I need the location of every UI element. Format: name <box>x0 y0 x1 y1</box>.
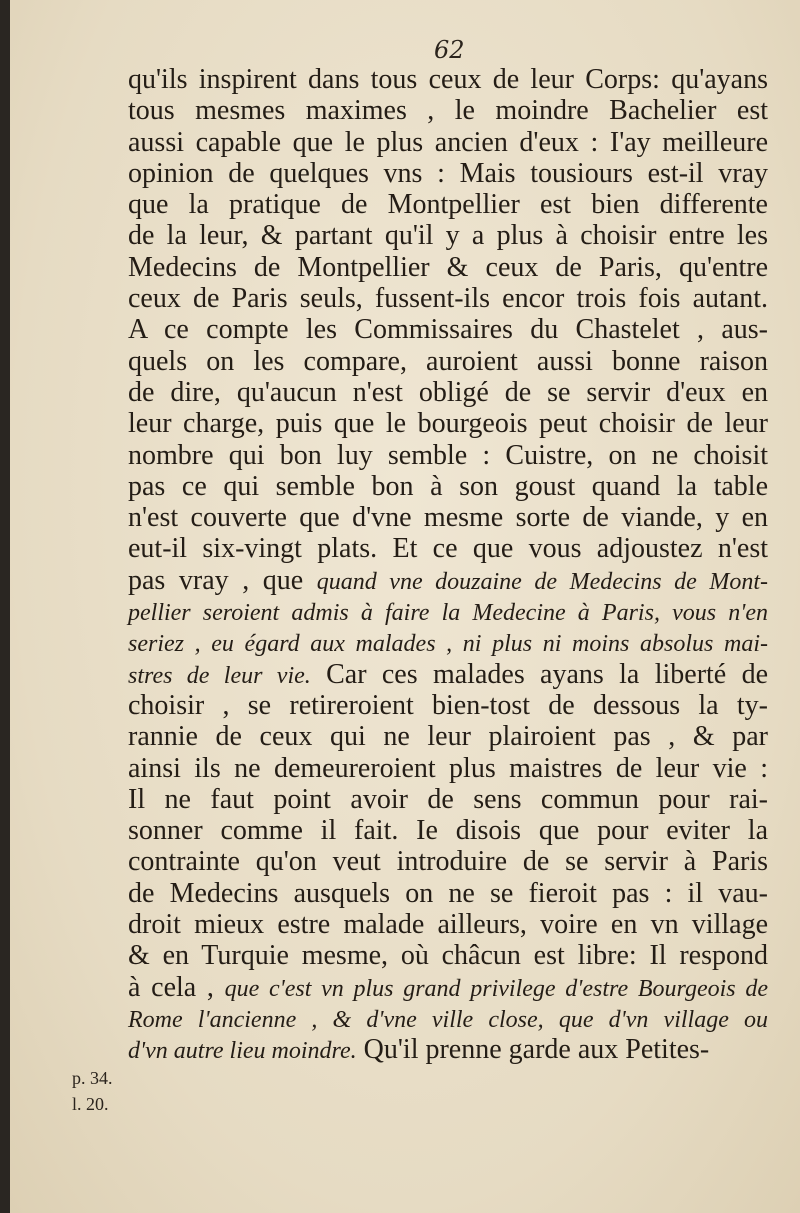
text-line <box>128 627 768 658</box>
italic-quote-segment: que c'est vn plus grand privilege d'estre Bourgeois de <box>224 975 768 1002</box>
text-segment: aussi capable que le plus ancien d'eux : I'ay meilleure <box>128 126 768 158</box>
text-line <box>128 1034 768 1065</box>
text-line <box>128 533 768 564</box>
text-segment: Car ces malades ayans la liberté de <box>310 658 768 690</box>
body-text <box>128 64 768 1066</box>
text-line <box>128 1003 768 1034</box>
text-line <box>128 377 768 408</box>
text-segment: ainsi ils ne demeureroient plus maistres de leur vie : <box>128 752 768 784</box>
text-line <box>128 909 768 940</box>
text-line <box>128 314 768 345</box>
text-line <box>128 815 768 846</box>
text-line <box>128 565 768 596</box>
text-segment: Il ne faut point avoir de sens commun pour rai- <box>128 783 768 815</box>
text-line <box>128 471 768 502</box>
margin-note-page: p. 34. <box>72 1068 113 1088</box>
text-segment: A ce compte les Commissaires du Chastelet , aus- <box>128 314 768 346</box>
text-segment: & en Turquie mesme, où châcun est libre: Il respond <box>128 940 768 972</box>
text-line <box>128 440 768 471</box>
italic-quote-segment: d'vn autre lieu moindre. <box>128 1038 357 1065</box>
text-line <box>128 220 768 251</box>
text-line <box>128 690 768 721</box>
text-line <box>128 784 768 815</box>
text-segment: leur charge, puis que le bourgeois peut choisir de leur <box>128 408 768 440</box>
book-page <box>10 0 800 1213</box>
text-line <box>128 252 768 283</box>
text-line <box>128 972 768 1003</box>
margin-note-line: l. 20. <box>72 1094 109 1114</box>
text-line <box>128 846 768 877</box>
text-line <box>128 127 768 158</box>
text-line <box>128 189 768 220</box>
italic-quote-segment: stres de leur vie. <box>128 662 311 689</box>
text-line <box>128 940 768 971</box>
italic-quote-segment: Rome l'ancienne , & d'vne ville close, que d'vn village ou <box>128 1006 768 1033</box>
text-segment: de la leur, & partant qu'il y a plus à choisir entre les <box>128 220 768 252</box>
italic-quote-segment: seriez , eu égard aux malades , ni plus ni moins absolus mai- <box>128 631 768 658</box>
text-line <box>128 878 768 909</box>
text-line <box>128 283 768 314</box>
text-segment: quels on les compare, auroient aussi bonne raison <box>128 345 768 377</box>
text-line <box>128 64 768 95</box>
text-segment: ceux de Paris seuls, fussent-ils encor trois fois autant. <box>128 283 768 315</box>
text-segment: contrainte qu'on veut introduire de se servir à Paris <box>128 846 768 878</box>
text-segment: eut-il six-vingt plats. Et ce que vous adjoustez n'est <box>128 533 768 565</box>
text-line <box>128 753 768 784</box>
text-segment: opinion de quelques vns : Mais tousiours est-il vray <box>128 157 768 189</box>
margin-note <box>72 1065 113 1117</box>
text-segment: pas vray , que <box>128 564 317 596</box>
text-segment: nombre qui bon luy semble : Cuistre, on ne choisit <box>128 439 768 471</box>
text-segment: de Medecins ausquels on ne se fieroit pas : il vau- <box>128 877 768 909</box>
text-segment: choisir , se retireroient bien-tost de dessous la ty- <box>128 689 768 721</box>
page-number: 62 <box>434 36 465 64</box>
text-segment: qu'ils inspirent dans tous ceux de leur Corps: qu'ayans <box>128 64 768 95</box>
text-line <box>128 502 768 533</box>
text-line <box>128 95 768 126</box>
text-line <box>128 408 768 439</box>
text-segment: rannie de ceux qui ne leur plairoient pas , & par <box>128 721 768 753</box>
text-line <box>128 721 768 752</box>
text-segment: Medecins de Montpellier & ceux de Paris, qu'entre <box>128 251 768 283</box>
text-segment: que la pratique de Montpellier est bien differente <box>128 189 768 221</box>
text-segment: Qu'il prenne garde aux Petites- <box>356 1034 710 1066</box>
italic-quote-segment: quand vne douzaine de Medecins de Mont- <box>316 568 768 595</box>
text-line <box>128 596 768 627</box>
text-line <box>128 659 768 690</box>
text-segment: tous mesmes maximes , le moindre Bachelier est <box>128 95 768 127</box>
text-segment: n'est couverte que d'vne mesme sorte de viande, y en <box>128 502 768 534</box>
text-segment: de dire, qu'aucun n'est obligé de se servir d'eux en <box>128 376 768 408</box>
text-segment: pas ce qui semble bon à son goust quand la table <box>128 470 768 502</box>
text-segment: à cela , <box>128 971 225 1003</box>
italic-quote-segment: pellier seroient admis à faire la Medecine à Paris, vous n'en <box>128 600 768 627</box>
text-segment: sonner comme il fait. Ie disois que pour eviter la <box>128 815 768 847</box>
text-line <box>128 158 768 189</box>
text-line <box>128 346 768 377</box>
text-segment: droit mieux estre malade ailleurs, voire en vn village <box>128 909 768 941</box>
